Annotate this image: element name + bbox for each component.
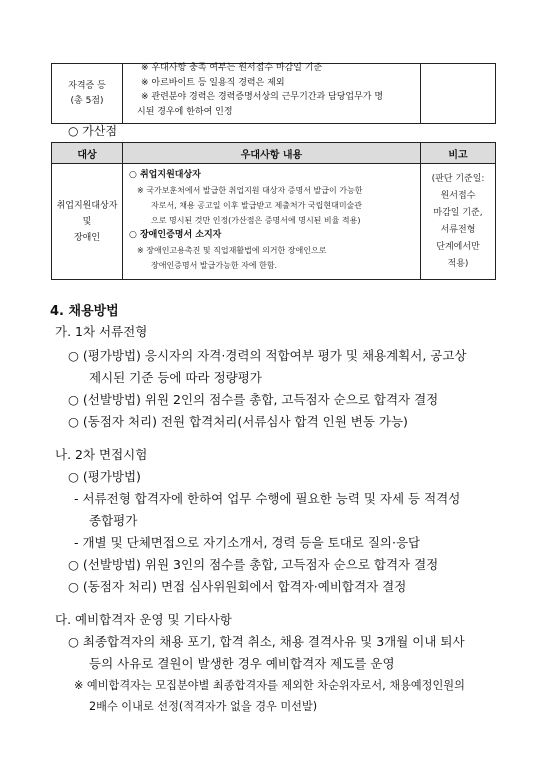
preference-table-continued: [51, 63, 496, 124]
bonus-content-cell: [123, 164, 421, 280]
subsection-title-da: 다. 예비합격자 운영 및 기타사항: [55, 612, 232, 627]
target-line: 장애인: [73, 232, 101, 243]
table-row: [52, 64, 496, 124]
item-note: 으로 명시된 것만 인정(가산점은 증명서에 명시된 비율 적용): [151, 216, 361, 225]
item-note: ※ 국가보훈처에서 발급한 취업지원 대상자 증명서 발급이 가능한: [137, 186, 363, 195]
remark-line: 서류전형: [440, 224, 476, 235]
ga-item: ○ (선발방법) 위원 2인의 점수를 총합, 고득점자 순으로 합격자 결정: [68, 392, 439, 407]
column-header-content: 우대사항 내용: [123, 143, 421, 164]
target-line: 및: [82, 216, 92, 227]
na-item: 종합평가: [89, 513, 138, 528]
target-line: 취업지원대상자: [56, 200, 118, 211]
remarks-cell: [421, 164, 496, 280]
da-note: 2배수 이내로 선정(적격자가 없을 경우 미선발): [89, 700, 318, 713]
ga-item: 제시된 기준 등에 따라 정량평가: [89, 370, 262, 385]
table-row: [52, 164, 496, 280]
bonus-heading: ○ 가산점: [68, 124, 118, 138]
ga-item: ○ (동점자 처리) 전원 합격처리(서류심사 합격 인원 변동 가능): [68, 414, 408, 429]
table-header-row: [52, 143, 496, 164]
section-title: 4. 채용방법: [50, 304, 119, 319]
item-note: 자로서, 채용 공고일 이후 발급받고 제출처가 국립현대미술관: [151, 201, 362, 210]
note-line: ※ 우대사항 충족 여부는 원서접수 마감일 기준: [141, 63, 323, 73]
column-header-target: 대상: [52, 143, 123, 164]
note-line: 시된 경우에 한하여 인정: [137, 106, 233, 117]
row-label-cell: [52, 64, 123, 124]
item-note: 장애인증명서 발급가능한 자에 한함.: [151, 261, 278, 270]
remarks-cell: [421, 64, 496, 124]
subsection-title-ga: 가. 1차 서류전형: [55, 324, 148, 339]
remark-line: (판단 기준일:: [431, 173, 485, 184]
da-item: ○ 최종합격자의 채용 포기, 합격 취소, 채용 결격사유 및 3개월 이내 퇴사: [68, 634, 465, 649]
note-line: ※ 아르바이트 등 일용직 경력은 제외: [141, 77, 285, 88]
row-label: 자격증 등: [68, 81, 106, 91]
na-item: ○ (평가방법): [68, 469, 141, 484]
preference-content-cell: [123, 64, 421, 124]
remark-line: 단계에서만: [436, 241, 480, 252]
target-cell: [52, 164, 123, 280]
na-item: - 서류전형 합격자에 한하여 업무 수행에 필요한 능력 및 자세 등 적격성: [74, 491, 461, 506]
column-header-remarks: 비고: [421, 143, 496, 164]
subsection-title-na: 나. 2차 면접시험: [55, 447, 148, 462]
item-title-disability: ○ 장애인증명서 소지자: [129, 230, 222, 240]
item-note: ※ 장애인고용촉진 및 직업재활법에 의거한 장애인으로: [137, 246, 327, 255]
row-label-points: (총 5점): [70, 95, 104, 106]
na-item: ○ (선발방법) 위원 3인의 점수를 총합, 고득점자 순으로 합격자 결정: [68, 557, 439, 572]
da-note: ※ 예비합격자는 모집분야별 최종합격자를 제외한 차순위자로서, 채용예정인원의: [74, 679, 465, 692]
ga-item: ○ (평가방법) 응시자의 자격·경력의 적합여부 평가 및 채용계획서, 공고상: [68, 348, 467, 363]
da-item: 등의 사유로 결원이 발생한 경우 예비합격자 제도를 운영: [89, 656, 395, 671]
bonus-points-table: [51, 142, 496, 280]
note-line: ※ 관련분야 경력은 경력증명서상의 근무기간과 담당업무가 명: [141, 92, 384, 102]
na-item: ○ (동점자 처리) 면접 심사위원회에서 합격자·예비합격자 결정: [68, 579, 407, 594]
remark-line: 적용): [447, 258, 469, 269]
remark-line: 마감일 기준,: [433, 207, 483, 218]
na-item: - 개별 및 단체면접으로 자기소개서, 경력 등을 토대로 질의·응답: [74, 535, 421, 550]
remark-line: 원서접수: [440, 190, 476, 201]
item-title-employment-support: ○ 취업지원대상자: [129, 170, 201, 180]
